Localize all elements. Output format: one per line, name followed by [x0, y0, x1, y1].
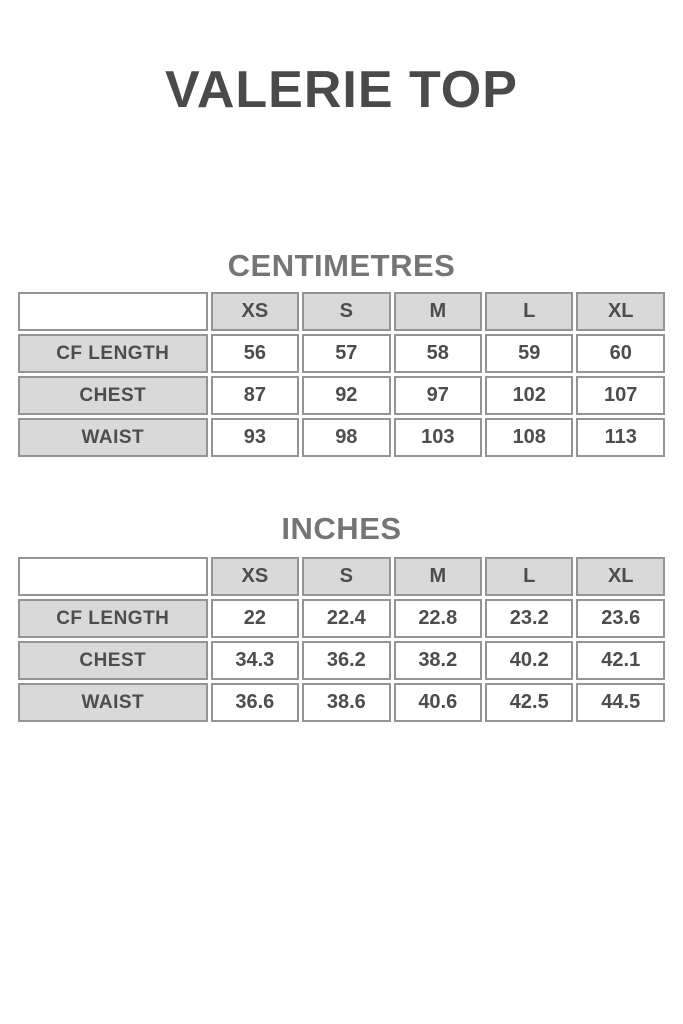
page-title: VALERIE TOP [165, 61, 518, 119]
row-label-cf-length: CF LENGTH [18, 599, 208, 638]
measurement-value: 108 [485, 418, 573, 457]
size-column-header-xl: XL [576, 292, 665, 331]
corner-cell [18, 557, 208, 596]
table-row [18, 418, 665, 457]
measurement-value: 22.4 [302, 599, 390, 638]
measurement-value: 42.5 [485, 683, 573, 722]
measurement-value: 22 [211, 599, 299, 638]
table-header-row [18, 292, 665, 331]
size-column-header-xs: XS [211, 557, 299, 596]
measurement-value: 103 [394, 418, 482, 457]
row-label-chest: CHEST [18, 641, 208, 680]
measurement-value: 40.6 [394, 683, 482, 722]
measurement-value: 38.2 [394, 641, 482, 680]
measurement-value: 107 [576, 376, 665, 415]
measurement-value: 34.3 [211, 641, 299, 680]
measurement-value: 102 [485, 376, 573, 415]
size-column-header-s: S [302, 292, 390, 331]
measurement-value: 93 [211, 418, 299, 457]
inches-size-table [15, 554, 668, 725]
table-header-row [18, 557, 665, 596]
measurement-value: 40.2 [485, 641, 573, 680]
measurement-value: 57 [302, 334, 390, 373]
table-row [18, 376, 665, 415]
row-label-cf-length: CF LENGTH [18, 334, 208, 373]
measurement-value: 42.1 [576, 641, 665, 680]
table-row [18, 334, 665, 373]
table-row [18, 641, 665, 680]
centimetres-size-table [15, 289, 668, 460]
measurement-value: 36.2 [302, 641, 390, 680]
row-label-waist: WAIST [18, 683, 208, 722]
row-label-chest: CHEST [18, 376, 208, 415]
measurement-value: 87 [211, 376, 299, 415]
size-column-header-xs: XS [211, 292, 299, 331]
measurement-value: 56 [211, 334, 299, 373]
size-column-header-s: S [302, 557, 390, 596]
measurement-value: 58 [394, 334, 482, 373]
table-row [18, 683, 665, 722]
row-label-waist: WAIST [18, 418, 208, 457]
size-column-header-l: L [485, 557, 573, 596]
table-row [18, 599, 665, 638]
size-column-header-m: M [394, 292, 482, 331]
measurement-value: 36.6 [211, 683, 299, 722]
measurement-value: 23.6 [576, 599, 665, 638]
measurement-value: 44.5 [576, 683, 665, 722]
measurement-value: 38.6 [302, 683, 390, 722]
measurement-value: 59 [485, 334, 573, 373]
measurement-value: 60 [576, 334, 665, 373]
size-column-header-m: M [394, 557, 482, 596]
size-column-header-l: L [485, 292, 573, 331]
measurement-value: 113 [576, 418, 665, 457]
measurement-value: 22.8 [394, 599, 482, 638]
corner-cell [18, 292, 208, 331]
measurement-value: 92 [302, 376, 390, 415]
measurement-value: 23.2 [485, 599, 573, 638]
size-column-header-xl: XL [576, 557, 665, 596]
measurement-value: 97 [394, 376, 482, 415]
section-heading-centimetres: CENTIMETRES [227, 248, 456, 283]
measurement-value: 98 [302, 418, 390, 457]
section-heading-inches: INCHES [281, 511, 402, 546]
